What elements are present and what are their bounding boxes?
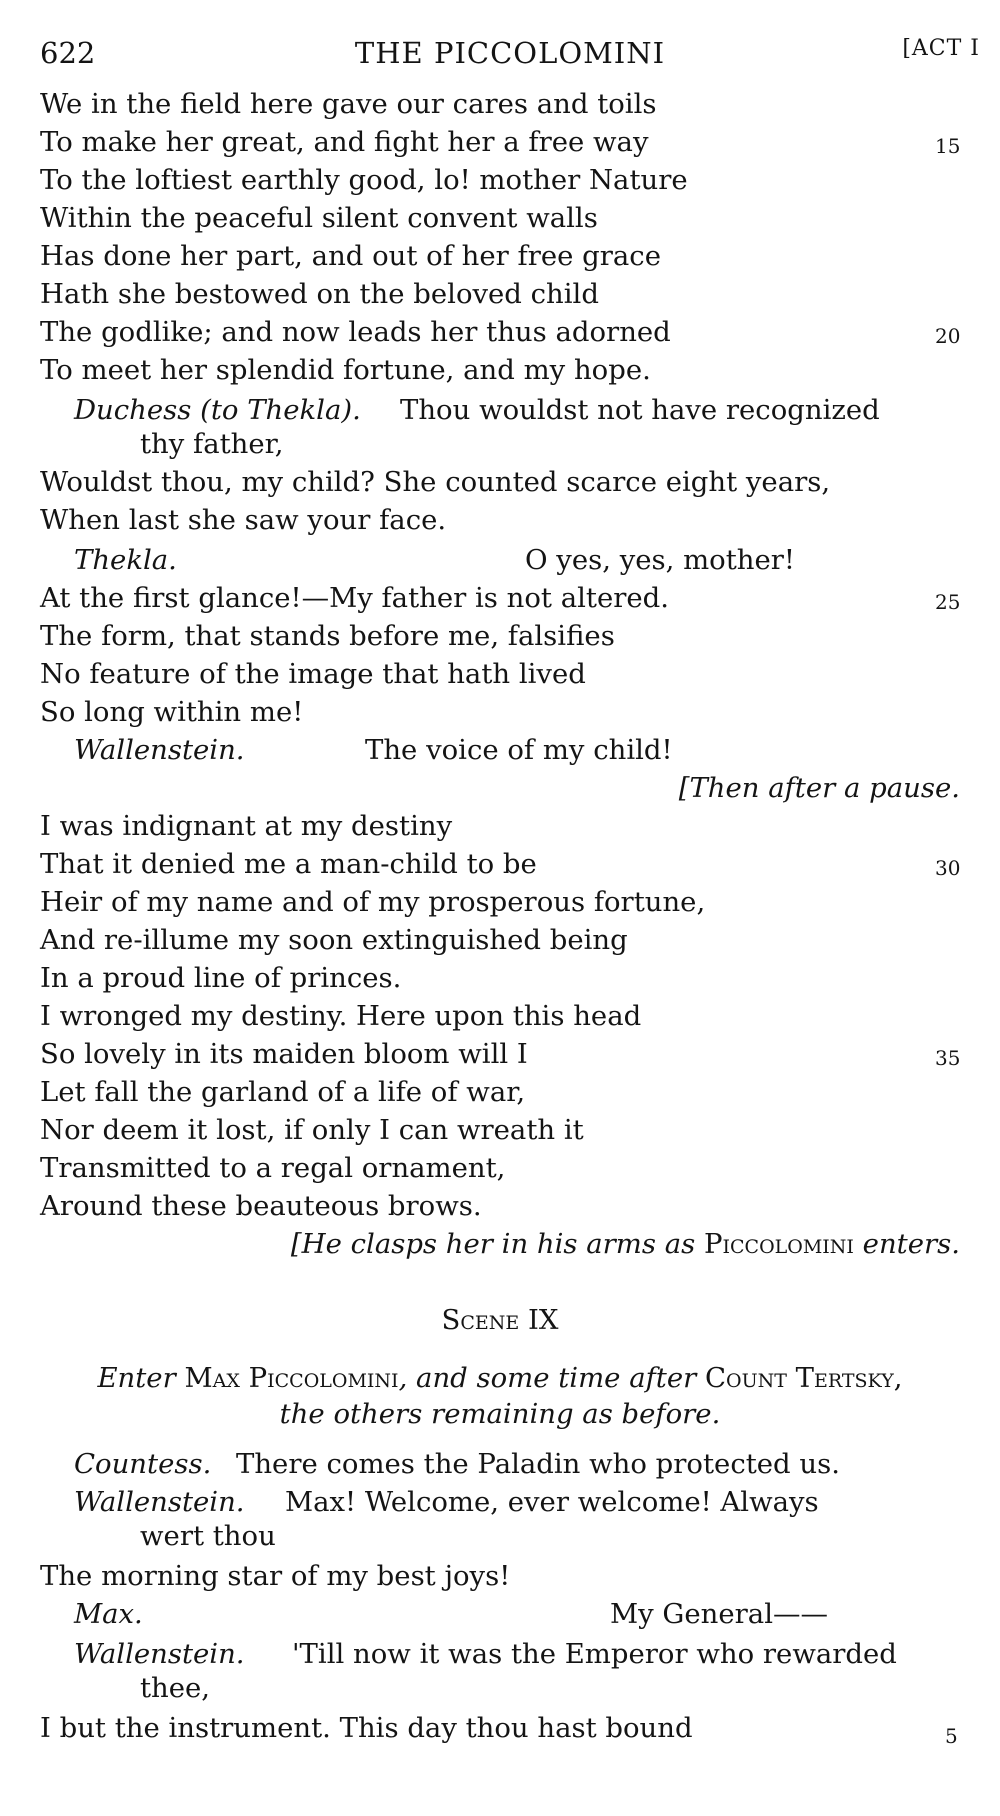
scene-direction-part: Enter [97,1362,185,1394]
verse-line [0,1186,1000,1226]
speaker-name: Duchess (to Thekla). [74,394,361,426]
character-name: Max Piccolomini [184,1362,399,1394]
verse-text: When last she saw your face. [40,504,447,536]
verse-text: So lovely in its maiden bloom will I [40,1038,528,1070]
verse-text: wert thou [140,1520,276,1552]
verse-line [0,616,1000,656]
verse-line [0,844,1000,884]
speech-line [0,1594,1000,1634]
verse-text: Within the peaceful silent convent walls [40,202,598,234]
speaker-name: Wallenstein. [74,1638,245,1670]
verse-text: No feature of the image that hath lived [40,658,586,690]
verse-text: The morning star of my best joys! [40,1560,511,1592]
verse-text: Heir of my name and of my prosperous fortune, [40,886,706,918]
speech-text: My General—— [610,1598,828,1630]
character-name: Count Tertsky [704,1362,894,1394]
line-number: 20 [935,324,961,348]
speaker-name: Countess. [74,1448,212,1480]
verse-line [0,1110,1000,1150]
verse-line [0,920,1000,960]
verse-text: Transmitted to a regal ornament, [40,1152,506,1184]
speaker-name: Thekla. [74,544,177,576]
verse-text: thy father, [140,428,284,460]
page-number: 622 [40,36,96,70]
speech-text: The voice of my child! [365,734,673,766]
verse-text: To the loftiest earthly good, lo! mother Nature [40,164,688,196]
speech-text: Max! Welcome, ever welcome! Always [285,1486,819,1518]
stage-direction-part: [He clasps her in his arms as [290,1228,704,1260]
verse-line [0,1034,1000,1074]
verse-line [0,1072,1000,1112]
line-number: 5 [945,1724,958,1748]
verse-line [0,1708,1000,1748]
verse-line [0,462,1000,502]
verse-line [0,654,1000,694]
verse-line [0,1148,1000,1188]
stage-direction [0,1224,1000,1264]
running-header [40,36,980,80]
scene-heading-text: Scene IX [441,1304,559,1336]
scene-direction [0,1394,1000,1434]
speech-line [0,540,1000,580]
verse-text: Around these beauteous brows. [40,1190,482,1222]
act-marker: [ACT I [902,36,980,61]
verse-text: That it denied me a man-child to be [40,848,537,880]
verse-text: Has done her part, and out of her free grace [40,240,661,272]
character-name: Piccolomini [703,1228,854,1260]
verse-line [0,882,1000,922]
line-number: 15 [935,134,961,158]
speech-text: Thou wouldst not have recognized [400,394,880,426]
verse-text: To meet her splendid fortune, and my hope. [40,354,651,386]
verse-line [0,160,1000,200]
speech-text: O yes, yes, mother! [525,544,795,576]
speech-line [0,730,1000,770]
verse-line [0,1668,1000,1708]
verse-text: Nor deem it lost, if only I can wreath it [40,1114,584,1146]
verse-text: At the first glance!—My father is not altered. [40,582,669,614]
scene-direction-part: the others remaining as before. [279,1398,721,1430]
verse-text: thee, [140,1672,211,1704]
scene-direction-part: , and some time after [398,1362,705,1394]
verse-line [0,122,1000,162]
line-number: 25 [935,590,961,614]
verse-text: We in the field here gave our cares and toils [40,88,657,120]
stage-direction-part: enters. [853,1228,960,1260]
verse-line [0,500,1000,540]
stage-direction-text [291,1224,960,1264]
speech-text: There comes the Paladin who protected us. [236,1448,840,1480]
verse-text: To make her great, and fight her a free way [40,126,649,158]
verse-line [0,1556,1000,1596]
speech-line [0,1444,1000,1484]
verse-text: So long within me! [40,696,304,728]
verse-line [0,84,1000,124]
verse-line [0,958,1000,998]
verse-line [0,198,1000,238]
running-title: THE PICCOLOMINI [354,36,666,70]
stage-direction-text: [Then after a pause. [678,772,960,804]
verse-text: The form, that stands before me, falsifies [40,620,615,652]
speaker-name: Wallenstein. [74,1486,245,1518]
speaker-name: Max. [74,1598,143,1630]
verse-text: I wronged my destiny. Here upon this head [40,1000,642,1032]
verse-text: Hath she bestowed on the beloved child [40,278,599,310]
stage-direction [0,768,1000,808]
verse-text: I but the instrument. This day thou hast bound [40,1712,693,1744]
speech-text: 'Till now it was the Emperor who rewarded [292,1638,897,1670]
speaker-name: Wallenstein. [74,734,245,766]
verse-text: Wouldst thou, my child? She counted scarce eight years, [40,466,831,498]
verse-text: The godlike; and now leads her thus adorned [40,316,671,348]
verse-line [0,1516,1000,1556]
verse-line [0,806,1000,846]
verse-line [0,578,1000,618]
scene-direction [0,1358,1000,1398]
verse-text: In a proud line of princes. [40,962,402,994]
line-number: 35 [935,1046,961,1070]
verse-line [0,274,1000,314]
scene-direction-part: , [893,1362,903,1394]
line-number: 30 [935,856,961,880]
scene-heading [0,1300,1000,1340]
verse-line [0,350,1000,390]
verse-line [0,996,1000,1036]
verse-line [0,236,1000,276]
verse-line [0,312,1000,352]
verse-text: I was indignant at my destiny [40,810,453,842]
verse-line [0,424,1000,464]
verse-line [0,692,1000,732]
verse-text: And re-illume my soon extinguished being [40,924,628,956]
verse-text: Let fall the garland of a life of war, [40,1076,526,1108]
